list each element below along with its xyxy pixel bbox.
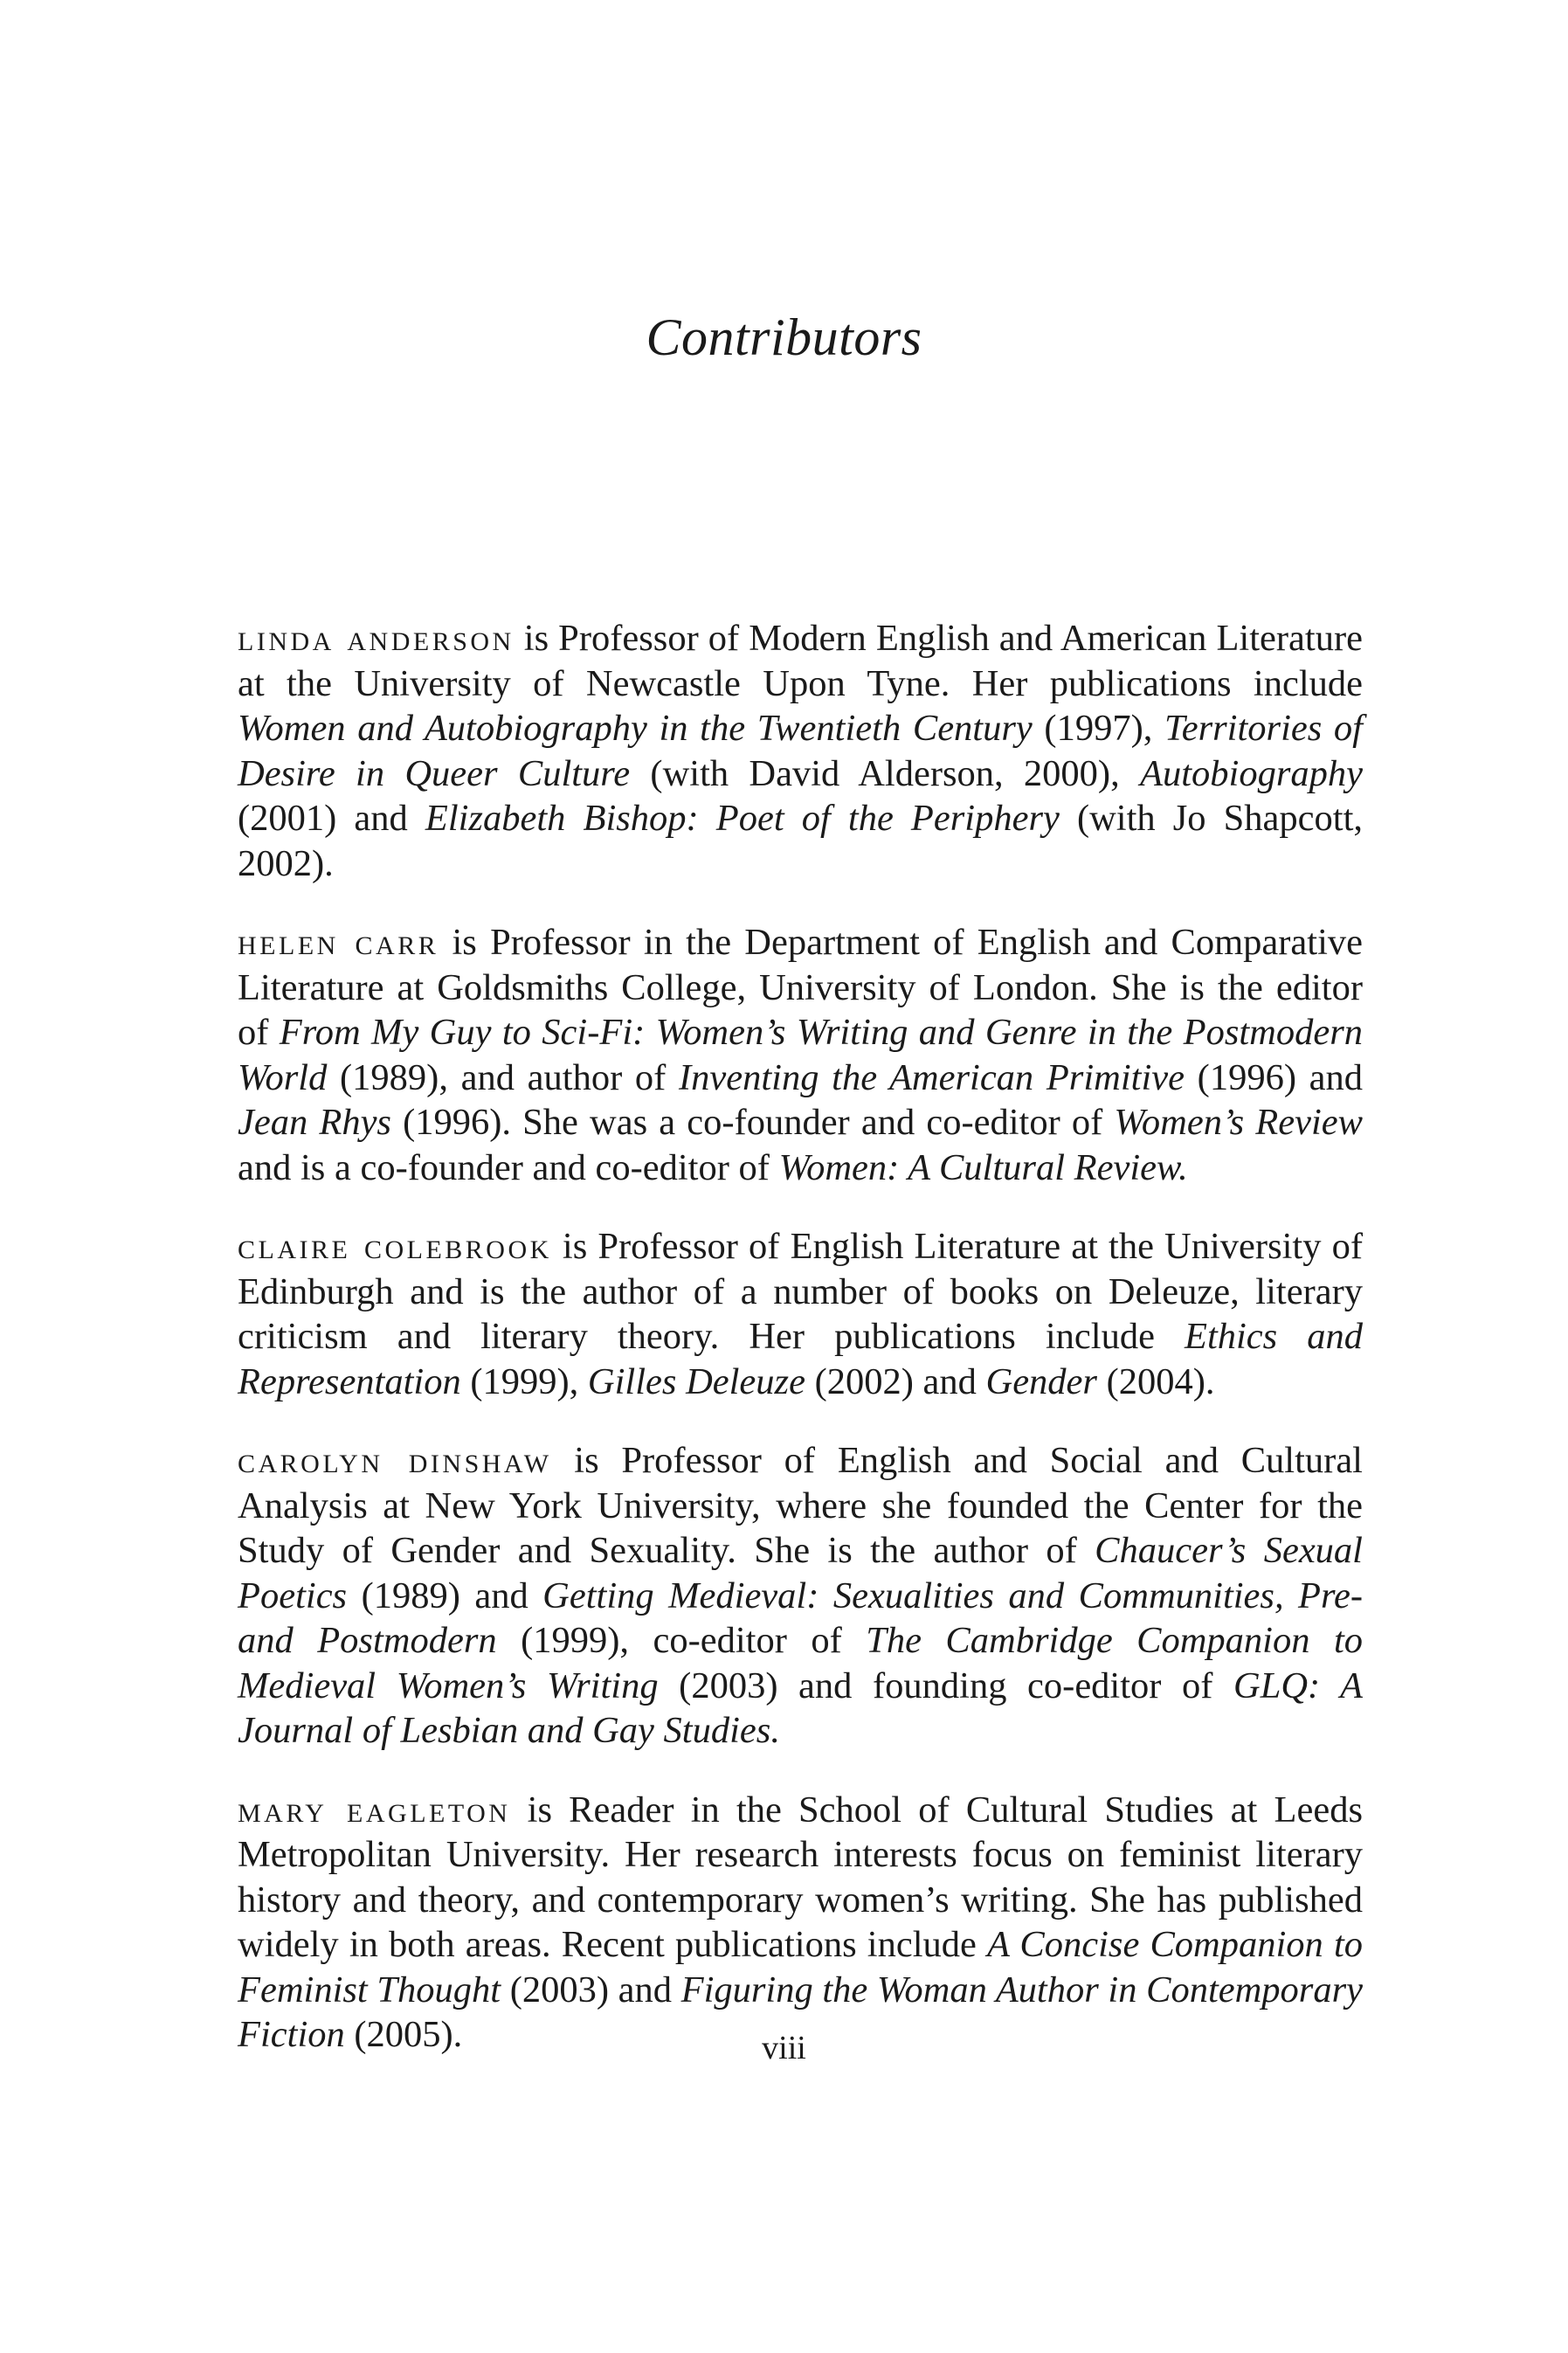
book-title: From My Guy to Sci-Fi: Women’s Writing and Genre in the Postmodern World [238,1012,1364,1098]
bio-text: (2001) and [238,798,425,839]
bio-text: (2003) and [501,1969,681,2010]
contributor-name: linda anderson [238,618,515,659]
book-title: A Concise Companion to Feminist Thought [238,1924,1363,2010]
book-title: Gilles Deleuze [587,1360,805,1402]
contributor-entry [238,1438,1363,1754]
contributor-name: helen carr [238,922,439,963]
contributor-list [238,616,1363,2092]
bio-text: is Professor of English and Social and Cultural Analysis at New York University, where she founded the Center for the Study of Gender and Sexuality. She is the author of [238,1440,1363,1571]
book-title: Elizabeth Bishop: Poet of the Periphery [425,798,1060,839]
bio-text: (1997), [1032,708,1164,749]
book-title: Chaucer’s Sexual Poetics [238,1530,1363,1616]
book-title: Autobiography [1140,752,1363,794]
bio-text: (2005). [344,2014,463,2055]
book-title: Women’s Review [1114,1102,1363,1143]
book-title: The Cambridge Companion to Medieval Women’s Writing [238,1620,1364,1706]
bio-text: (with David Alderson, 2000), [630,752,1140,794]
contributor-entry [238,616,1363,886]
bio-text: (1989) and [347,1574,543,1616]
bio-text: (1999), co-editor of [496,1620,867,1661]
bio-text: is Professor of English Literature at the University of Edinburgh and is the author of a number of books on Deleuze, literary criticism and literary theory. Her publications include [238,1226,1363,1357]
page-title: Contributors [646,308,922,366]
book-title: GLQ: A Journal of Lesbian and Gay Studies. [238,1664,1363,1751]
book-title: Women: A Cultural Review. [778,1146,1188,1188]
bio-text: (1989), and author of [327,1056,679,1098]
contributor-name: claire colebrook [238,1226,552,1267]
bio-text: (2003) and founding co-editor of [658,1664,1234,1706]
bio-text: (2004). [1096,1360,1215,1402]
bio-text: is Professor of Modern English and American Literature at the University of Newcastle Upon Tyne. Her publications include [238,618,1363,704]
bio-text: (with Jo Shapcott, 2002). [238,798,1364,884]
book-title: Figuring the Woman Author in Contemporary Fiction [238,1969,1363,2055]
book-title: Jean Rhys [238,1102,391,1143]
book-title: Territories of Desire in Queer Culture [238,708,1363,794]
contributor-entry [238,920,1363,1190]
book-title: Ethics and Representation [238,1316,1363,1402]
page-number: viii [762,2030,806,2066]
bio-text: (1996) and [1185,1056,1364,1098]
contributor-entry [238,1224,1363,1404]
book-title: Women and Autobiography in the Twentieth Century [238,708,1033,749]
book-title: Gender [985,1360,1097,1402]
book-title: Getting Medieval: Sexualities and Communities, Pre- and Postmodern [238,1574,1363,1661]
bio-text: is Professor in the Department of English and Comparative Literature at Goldsmiths College, University of London. She is the editor of [238,922,1364,1053]
contributor-name: mary eagleton [238,1789,511,1830]
contributor-name: carolyn dinshaw [238,1440,552,1481]
bio-text: and is a co-founder and co-editor of [238,1146,779,1188]
bio-text: is Reader in the School of Cultural Studies at Leeds Metropolitan University. Her research interests focus on feminist literary history and theory, and contemporary women’s writing. She has published widely in both areas. Recent publications include [238,1789,1364,1965]
book-title: Inventing the American Primitive [678,1056,1185,1098]
contributor-entry [238,1788,1363,2058]
bio-text: (1996). She was a co-founder and co-editor of [390,1102,1115,1143]
bio-text: (2002) and [805,1360,986,1402]
bio-text: (1999), [460,1360,588,1402]
